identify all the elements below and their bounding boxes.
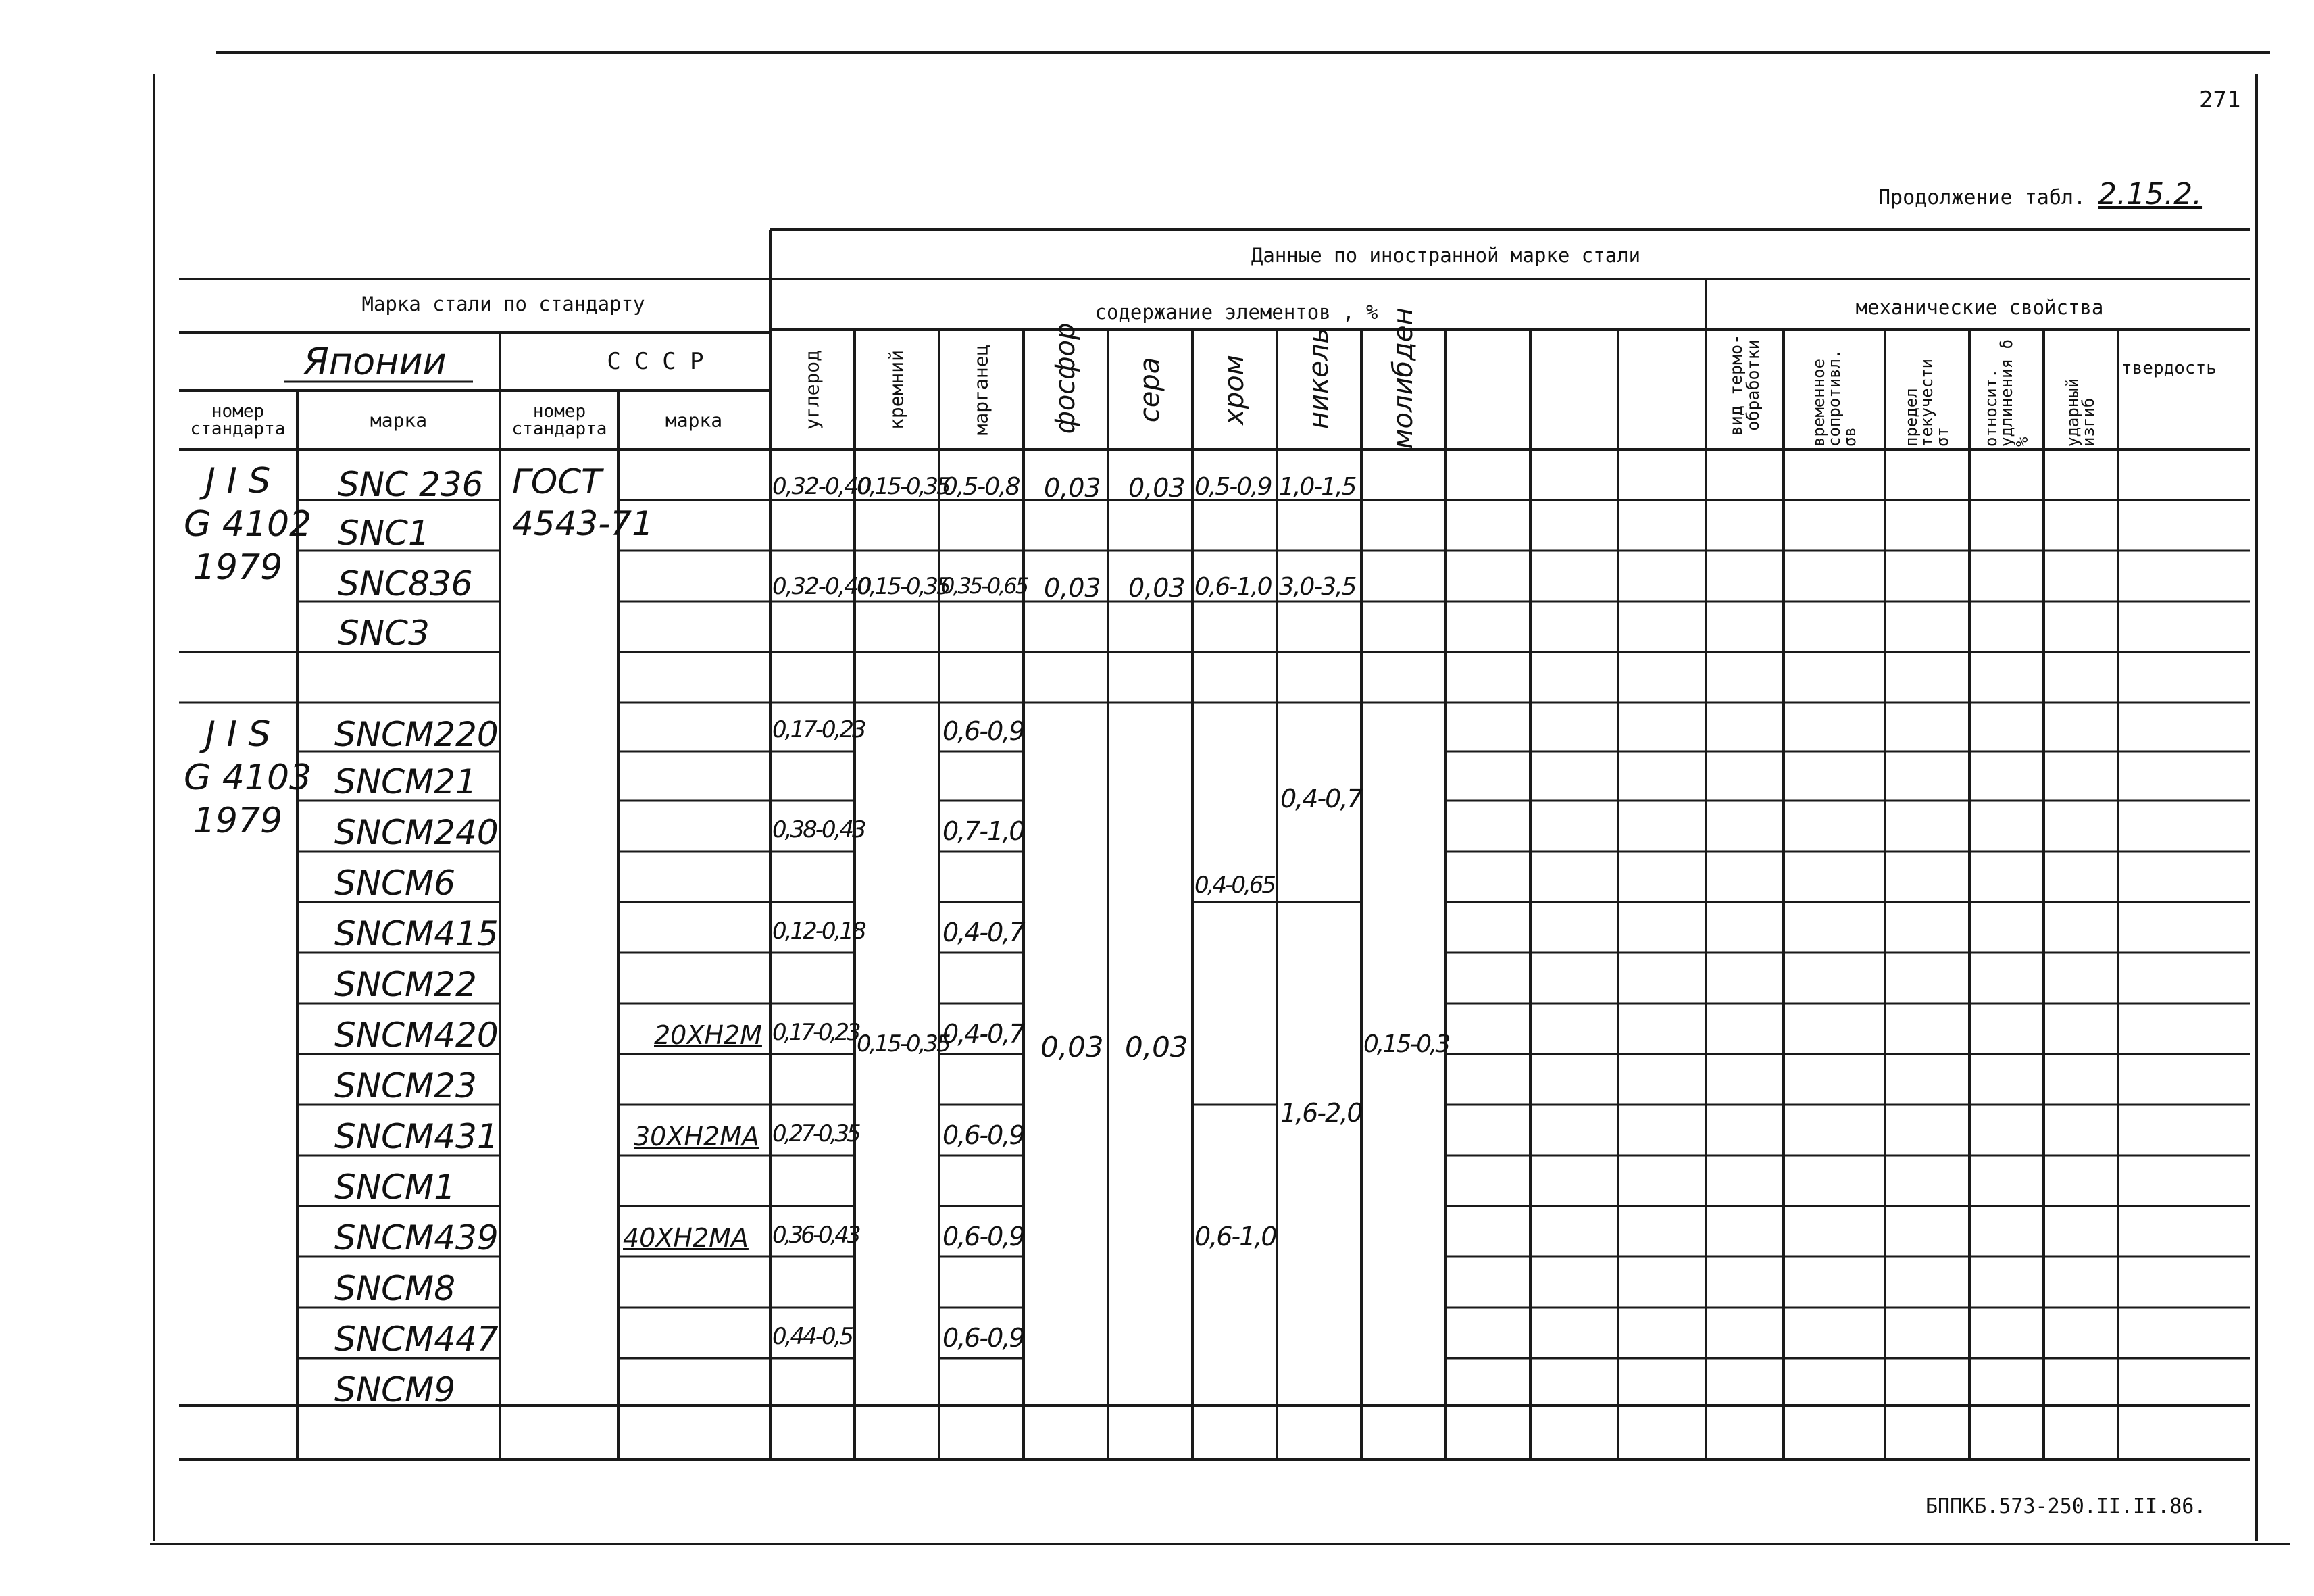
header-japan-grade: марка xyxy=(370,409,428,432)
japan-grade: SNCM420 xyxy=(334,1016,499,1055)
cell-phosphorus: 0,03 xyxy=(1044,473,1101,503)
header-foreign-data: Данные по иностранной марке стали xyxy=(1251,244,1641,267)
cell-nickel: 3,0-3,5 xyxy=(1279,573,1356,601)
cell-carbon: 0,36-0,43 xyxy=(772,1222,859,1249)
cell-nickel: 0,4-0,7 xyxy=(1280,784,1362,814)
japan-grade: SNCM23 xyxy=(334,1066,477,1105)
continuation-label xyxy=(1878,177,2202,211)
cell-sulfur: 0,03 xyxy=(1125,1030,1188,1064)
japan-grade: SNCM240 xyxy=(334,813,499,852)
cell-manganese: 0,6-0,9 xyxy=(942,1323,1024,1353)
header-steel-grade: Марка стали по стандарту xyxy=(361,293,645,316)
header-carbon: углерод xyxy=(801,349,824,430)
cell-manganese: 0,6-0,9 xyxy=(942,1222,1024,1251)
header-elongation: относит. удлинения δ % xyxy=(1981,339,2032,447)
japan-grade: SNC1 xyxy=(338,514,430,553)
cell-manganese: 0,35-0,65 xyxy=(941,573,1028,599)
cell-sulfur: 0,03 xyxy=(1128,573,1186,603)
header-heat-treatment: вид термо- обработки xyxy=(1726,334,1763,437)
cell-phosphorus: 0,03 xyxy=(1044,573,1101,603)
continuation-text: Продолжение табл. xyxy=(1878,186,2086,209)
japan-grade: SNCM1 xyxy=(334,1168,456,1207)
japan-grade: SNCM22 xyxy=(334,965,477,1004)
japan-grade: SNC836 xyxy=(338,564,473,603)
footer-code: БППКБ.573-250.II.II.86. xyxy=(1926,1495,2207,1518)
cell-manganese: 0,4-0,7 xyxy=(942,918,1024,947)
header-elements-content: содержание элементов , % xyxy=(1095,301,1378,324)
header-phosphorus: фосфор xyxy=(1050,322,1081,434)
ussr-standard xyxy=(512,461,653,545)
cell-carbon: 0,17-0,23 xyxy=(772,716,865,743)
cell-nickel: 1,0-1,5 xyxy=(1279,473,1356,501)
japan-grade: SNCM9 xyxy=(334,1370,456,1410)
japan-standard-1-line: J I S xyxy=(205,461,271,501)
japan-grade: SNCM447 xyxy=(334,1320,499,1359)
cell-manganese: 0,4-0,7 xyxy=(942,1019,1024,1049)
header-yield: предел текучести σт xyxy=(1901,358,1952,447)
cell-carbon: 0,27-0,35 xyxy=(772,1120,859,1147)
cell-chromium: 0,4-0,65 xyxy=(1194,872,1275,899)
japan-grade: SNCM439 xyxy=(334,1218,499,1257)
header-impact: ударный изгиб xyxy=(2063,378,2098,447)
cell-carbon: 0,17-0,23 xyxy=(772,1019,859,1046)
cell-chromium: 0,6-1,0 xyxy=(1194,1222,1276,1251)
continuation-ref: 2.15.2. xyxy=(2098,177,2203,211)
cell-phosphorus: 0,03 xyxy=(1040,1030,1104,1064)
japan-grade: SNCM415 xyxy=(334,914,499,953)
header-chromium: хром xyxy=(1219,355,1250,425)
cell-sulfur: 0,03 xyxy=(1128,473,1186,503)
header-mechanical: механические свойства xyxy=(1855,296,2104,319)
ussr-standard-line: ГОСТ xyxy=(512,462,602,501)
cell-manganese: 0,6-0,9 xyxy=(942,1120,1024,1150)
cell-carbon: 0,12-0,18 xyxy=(772,918,865,945)
cell-silicon: 0,15-0,35 xyxy=(857,573,949,600)
header-manganese: марганец xyxy=(970,344,992,436)
cell-silicon: 0,15-0,35 xyxy=(857,1030,949,1057)
header-molybdenum: молибден xyxy=(1388,307,1419,449)
header-nickel: никель xyxy=(1303,327,1334,430)
cell-carbon: 0,32-0,40 xyxy=(772,473,871,500)
japan-grade: SNCM21 xyxy=(334,762,477,801)
japan-standard-2-line: G 4103 xyxy=(184,757,312,798)
japan-grade: SNC3 xyxy=(338,614,430,653)
japan-grade: SNC 236 xyxy=(338,465,484,504)
japan-grade: SNCM6 xyxy=(334,864,456,903)
cell-nickel: 1,6-2,0 xyxy=(1280,1098,1362,1128)
header-ussr-std-number: номер стандарта xyxy=(511,401,607,439)
header-sulfur: сера xyxy=(1134,357,1165,423)
japan-standard-1 xyxy=(184,459,312,589)
japan-standard-2 xyxy=(184,713,312,843)
cell-carbon: 0,38-0,43 xyxy=(772,816,865,843)
japan-grade: SNCM220 xyxy=(334,715,499,754)
cell-carbon: 0,44-0,5 xyxy=(772,1323,853,1350)
cell-manganese: 0,7-1,0 xyxy=(942,816,1024,846)
ussr-standard-line: 4543-71 xyxy=(512,504,653,543)
cell-manganese: 0,6-0,9 xyxy=(942,716,1024,746)
header-japan-std-number: номер стандарта xyxy=(190,401,286,439)
ussr-grade: 20ХН2М xyxy=(654,1020,762,1050)
header-ussr-grade: марка xyxy=(665,409,723,432)
japan-standard-1-line: G 4102 xyxy=(184,504,312,545)
japan-standard-2-line: J I S xyxy=(205,714,271,755)
cell-chromium: 0,5-0,9 xyxy=(1194,473,1272,501)
japan-grade: SNCM431 xyxy=(334,1117,499,1156)
cell-chromium: 0,6-1,0 xyxy=(1194,573,1272,601)
japan-standard-2-line: 1979 xyxy=(193,801,283,841)
ussr-grade: 30ХН2МА xyxy=(634,1122,759,1151)
cell-silicon: 0,15-0,35 xyxy=(857,473,949,500)
header-hardness: твердость xyxy=(2121,358,2217,378)
japan-grade: SNCM8 xyxy=(334,1269,456,1308)
header-japan: Японии xyxy=(303,340,447,383)
page-number: 271 xyxy=(2199,86,2241,114)
header-ussr: С С С Р xyxy=(607,348,704,375)
japan-standard-1-line: 1979 xyxy=(193,547,283,588)
cell-manganese: 0,5-0,8 xyxy=(942,473,1020,501)
cell-molybdenum: 0,15-0,3 xyxy=(1363,1030,1449,1058)
header-tensile: временное сопротивл. σв xyxy=(1809,349,1859,447)
cell-carbon: 0,32-0,40 xyxy=(772,573,871,600)
ussr-grade: 40ХН2МА xyxy=(623,1223,749,1253)
header-silicon: кремний xyxy=(885,349,908,430)
